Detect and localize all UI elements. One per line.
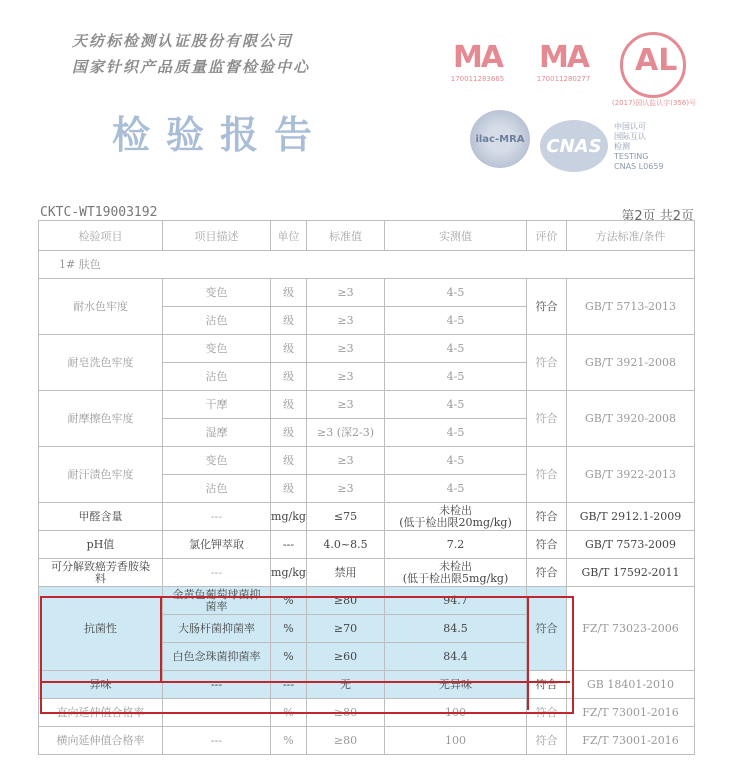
table-row: 沾色 级 ≥3 4-5 (39, 475, 695, 503)
table-row-antibacterial: 抗菌性 金黄色葡萄球菌抑 菌率 % ≥80 94.7 符合 FZ/T 73023-2006 (39, 587, 695, 615)
highlight-divider-right (527, 596, 529, 710)
table-row: 耐摩擦色牢度 干摩 级 ≥3 4-5 符合 GB/T 3920-2008 (39, 391, 695, 419)
table-row: 耐水色牢度 变色 级 ≥3 4-5 符合 GB/T 5713-2013 (39, 279, 695, 307)
results-table (38, 220, 695, 755)
cma-logo-1: MA 170011283665 (450, 40, 505, 83)
ilac-mra-logo: ilac-MRA (470, 110, 530, 168)
sample-label: 1# 肤色 (39, 251, 695, 279)
col-header-unit: 单位 (271, 221, 307, 251)
table-row: 沾色 级 ≥3 4-5 (39, 307, 695, 335)
sample-row (39, 251, 695, 279)
cal-logo: AL (620, 32, 686, 98)
table-row: 耐皂洗色牢度 变色 级 ≥3 4-5 符合 GB/T 3921-2008 (39, 335, 695, 363)
table-row: 甲醛含量 --- mg/kg ≤75 未检出 (低于检出限20mg/kg) 符合 GB/T 2912.1-2009 (39, 503, 695, 531)
col-header-standard: 标准值 (307, 221, 385, 251)
report-title: 检验报告 (112, 112, 329, 157)
org-name-line2: 国家针织产品质量监督检验中心 (72, 58, 311, 76)
col-header-method: 方法标准/条件 (567, 221, 695, 251)
page-number: 第2页 共2页 (621, 209, 694, 224)
table-row: 横向延伸值合格率 --- % ≥80 100 符合 FZ/T 73001-2016 (39, 727, 695, 755)
highlight-divider (40, 681, 570, 683)
cnas-text: 中国认可 国际互认 检测 TESTING CNAS L0659 (614, 122, 664, 171)
table-row: 湿摩 级 ≥3 (深2-3) 4-5 (39, 419, 695, 447)
org-name-line1: 天纺标检测认证股份有限公司 (72, 32, 294, 50)
table-header-row (39, 221, 695, 251)
report-number: CKTC-WT19003192 (40, 205, 158, 220)
table-row: 耐汗渍色牢度 变色 级 ≥3 4-5 符合 GB/T 3922-2013 (39, 447, 695, 475)
highlight-divider-left (160, 596, 162, 682)
table-row: 直向延伸值合格率 --- % ≥80 100 符合 FZ/T 73001-2016 (39, 699, 695, 727)
table-row-antibacterial: 大肠杆菌抑菌率 % ≥70 84.5 (39, 615, 695, 643)
table-row: pH值 氯化钾萃取 --- 4.0~8.5 7.2 符合 GB/T 7573-2009 (39, 531, 695, 559)
table-row-antibacterial: 白色念珠菌抑菌率 % ≥60 84.4 (39, 643, 695, 671)
table-row-odor: 异味 --- --- 无 无异味 符合 GB 18401-2010 (39, 671, 695, 699)
cal-number: (2017)国认监认字(356)号 (612, 99, 697, 107)
col-header-evaluation: 评价 (527, 221, 567, 251)
cma-logo-2: MA 170011280277 (536, 40, 591, 83)
col-header-desc: 项目描述 (163, 221, 271, 251)
table-row: 沾色 级 ≥3 4-5 (39, 363, 695, 391)
col-header-measured: 实测值 (385, 221, 527, 251)
cnas-logo: CNAS (540, 120, 608, 172)
table-row: 可分解致癌芳香胺染 料 --- mg/kg 禁用 未检出 (低于检出限5mg/kg) 符合 GB/T 17592-2011 (39, 559, 695, 587)
certification-logos (440, 32, 710, 182)
col-header-item: 检验项目 (39, 221, 163, 251)
